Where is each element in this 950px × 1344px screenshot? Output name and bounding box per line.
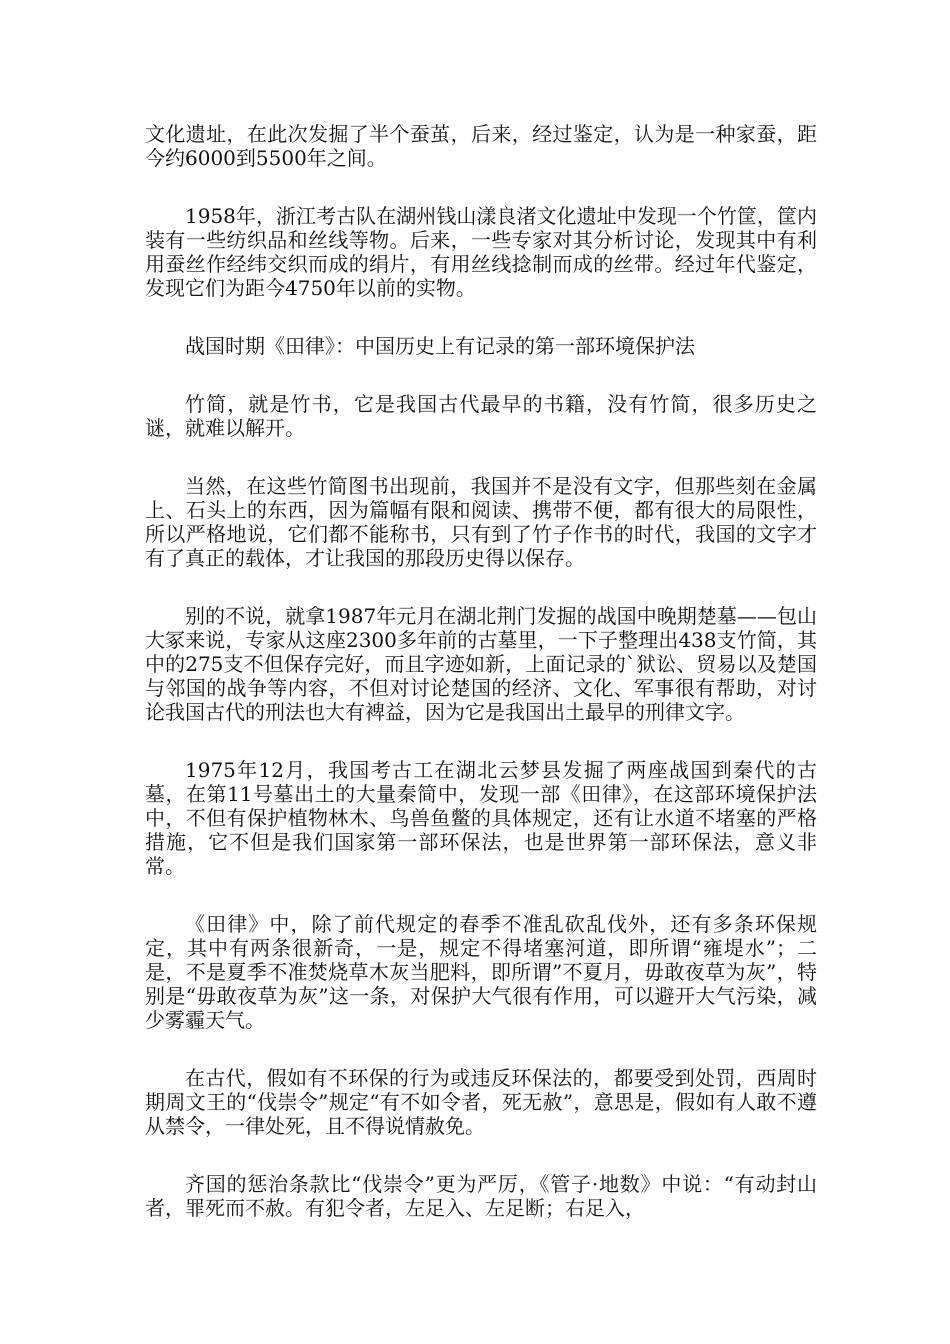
paragraph-baoshan-tomb: 别的不说，就拿1987年元月在湖北荆门发掘的战国中晚期楚墓——包山大冢来说，专家从这座2300多年前的古墓里，一下子整理出438支竹简，其中的275支不但保存完好，而且字迹如新，上面记录的`狱讼、贸易以及楚国与邻国的战争等内容，不但对讨论楚国的经济、文化、军事很有帮助，对讨论我国古代的刑法也大有裨益，因为它是我国出土最早的刑律文字。 [145,604,817,724]
paragraph-writing-carriers: 当然，在这些竹简图书出现前，我国并不是没有文字，但那些刻在金属上、石头上的东西，因为篇幅有限和阅读、携带不便，都有很大的局限性，所以严格地说，它们都不能称书，只有到了竹子作书的时代，我国的文字才有了真正的载体，才让我国的那段历史得以保存。 [145,474,817,570]
paragraph-qi-state-penalty: 齐国的惩治条款比“伐崇令”更为严厉，《管子·地数》中说：“有动封山者，罪死而不赦。有犯令者，左足入、左足断；右足入， [145,1172,817,1220]
paragraph-fachong-order: 在古代，假如有不环保的行为或违反环保法的，都要受到处罚，西周时期周文王的“伐崇令”规定“有不如令者，死无赦”，意思是，假如有人敢不遵从禁令，一律处死，且不得说情赦免。 [145,1066,817,1138]
section-heading-tianlv: 战国时期《田律》：中国历史上有记录的第一部环境保护法 [185,334,695,358]
paragraph-bamboo-slips: 竹简，就是竹书，它是我国古代最早的书籍，没有竹简，很多历史之谜，就难以解开。 [145,392,817,440]
paragraph-yunmeng-1975: 1975年12月，我国考古工在湖北云梦县发掘了两座战国到秦代的古墓，在第11号墓出土的大量秦简中，发现一部《田律》，在这部环境保护法中，不但有保护植物林木、鸟兽鱼鳖的具体规定，还有让水道不堵塞的严格措施，它不但是我们国家第一部环保法，也是世界第一部环保法，意义非常。 [145,758,817,878]
paragraph-silkworm-cocoon: 文化遗址，在此次发掘了半个蚕茧，后来，经过鉴定，认为是一种家蚕，距今约6000到5500年之间。 [145,122,817,170]
paragraph-qianshanyang-1958: 1958年，浙江考古队在湖州钱山漾良渚文化遗址中发现一个竹筐，筐内装有一些纺织品和丝线等物。后来，一些专家对其分析讨论，发现其中有利用蚕丝作经纬交织而成的绢片，有用丝线捻制而成的丝带。经过年代鉴定，发现它们为距今4750年以前的实物。 [145,204,817,300]
paragraph-tianlv-rules: 《田律》中，除了前代规定的春季不准乱砍乱伐外，还有多条环保规定，其中有两条很新奇，一是，规定不得堵塞河道，即所谓“雍堤水”；二是，不是夏季不准焚烧草木灰当肥料，即所谓”不夏月，毋敢夜草为灰”，特别是“毋敢夜草为灰”这一条，对保护大气很有作用，可以避开大气污染，减少雾霾天气。 [145,912,817,1032]
document-body [145,122,817,1254]
